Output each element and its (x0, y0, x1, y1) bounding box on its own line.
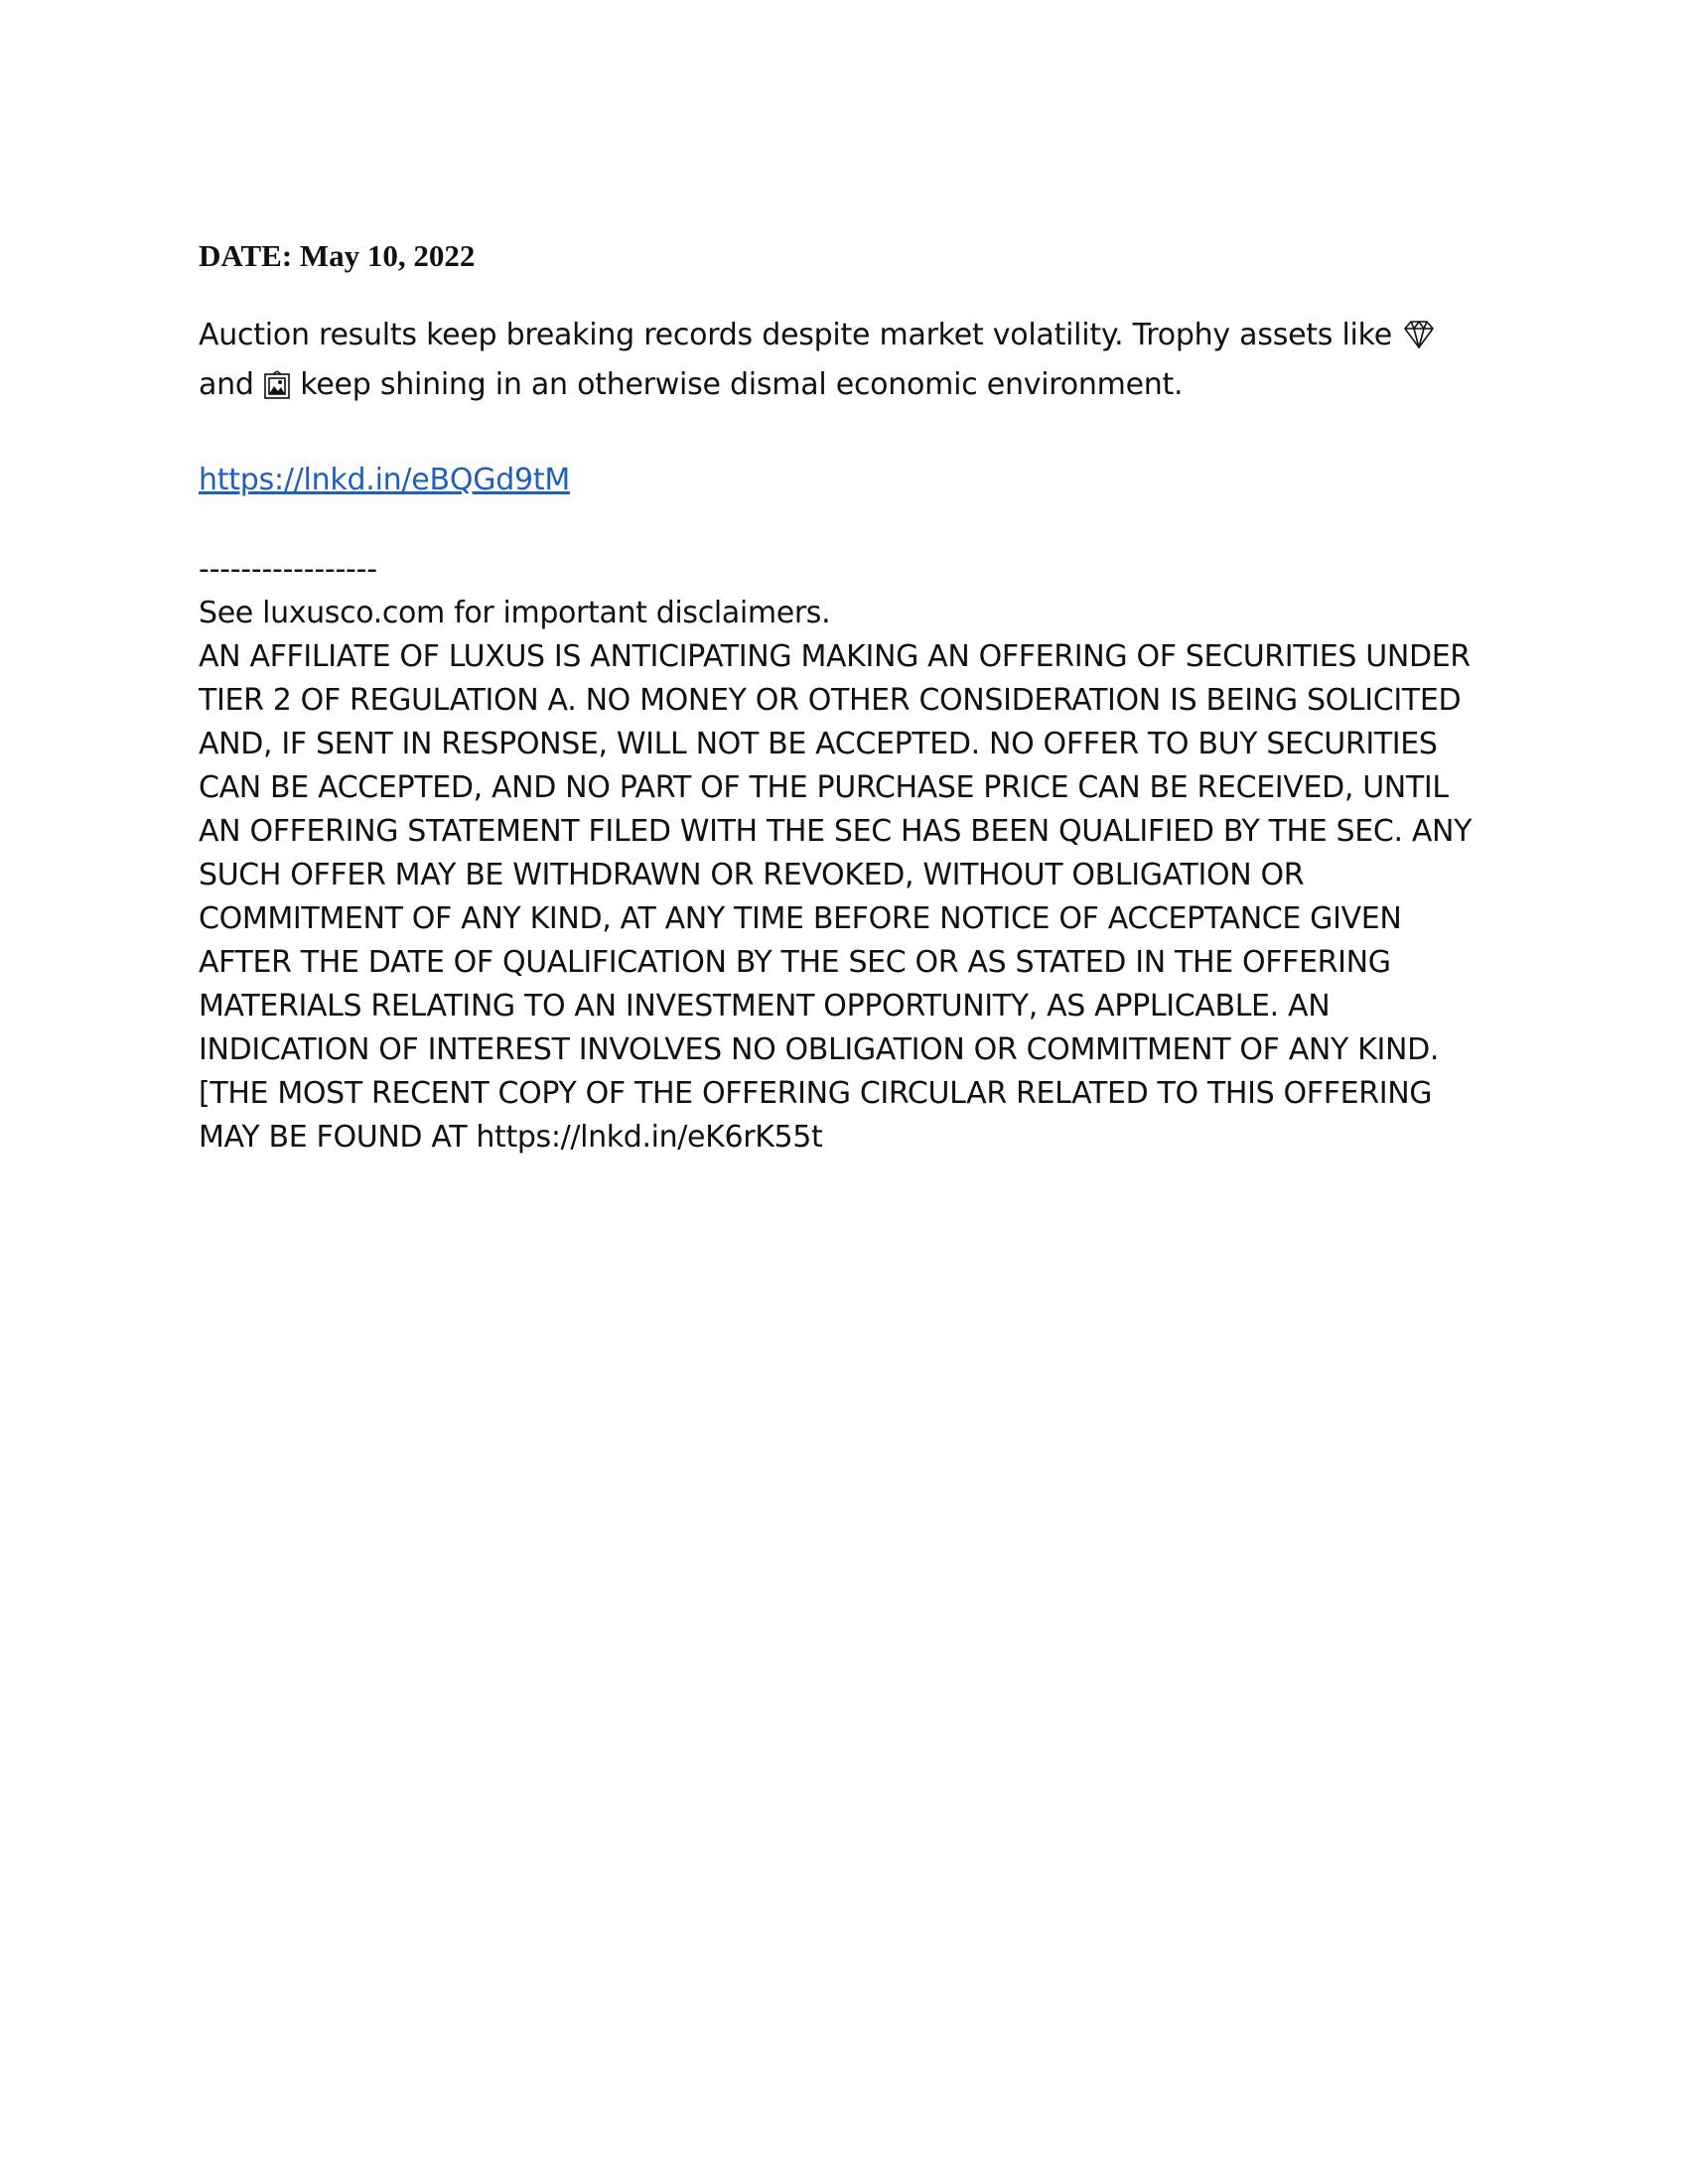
framed-picture-icon (263, 369, 291, 413)
intro-text-part1: Auction results keep breaking records despite market volatility. Trophy assets like (199, 318, 1392, 352)
intro-text-part2: and (199, 367, 254, 402)
date-line: DATE: May 10, 2022 (199, 238, 476, 273)
document-body (199, 236, 1489, 1160)
intro-text-part3: keep shining in an otherwise dismal economic environment. (300, 367, 1184, 402)
separator-line: ----------------- (199, 552, 377, 587)
disclaimer-legal-text: AN AFFILIATE OF LUXUS IS ANTICIPATING MAKING AN OFFERING OF SECURITIES UNDER TIER 2 OF REGULATION A. NO MONEY OR OTHER CONSIDERATION IS BEING SOLICITED AND, IF SENT IN RESPONSE, WILL NOT BE ACCEPTED. NO OFFER TO BUY SECURITIES CAN BE ACCEPTED, AND NO PART OF THE PURCHASE PRICE CAN BE RECEIVED, UNTIL AN OFFERING STATEMENT FILED WITH THE SEC HAS BEEN QUALIFIED BY THE SEC. ANY SUCH OFFER MAY BE WITHDRAWN OR REVOKED, WITHOUT OBLIGATION OR COMMITMENT OF ANY KIND, AT ANY TIME BEFORE NOTICE OF ACCEPTANCE GIVEN AFTER THE DATE OF QUALIFICATION BY THE SEC OR AS STATED IN THE OFFERING MATERIALS RELATING TO AN INVESTMENT OPPORTUNITY, AS APPLICABLE. AN INDICATION OF INTEREST INVOLVES NO OBLIGATION OR COMMITMENT OF ANY KIND.[THE MOST RECENT COPY OF THE OFFERING CIRCULAR RELATED TO THIS OFFERING MAY BE FOUND AT https://lnkd.in/eK6rK55t (199, 639, 1473, 1155)
article-link[interactable]: https://lnkd.in/eBQGd9tM (199, 463, 570, 497)
gem-icon (1401, 319, 1437, 363)
intro-paragraph (199, 314, 1489, 413)
disclaimer-see-line: See luxusco.com for important disclaimers. (199, 596, 831, 630)
link-paragraph (199, 459, 1489, 502)
